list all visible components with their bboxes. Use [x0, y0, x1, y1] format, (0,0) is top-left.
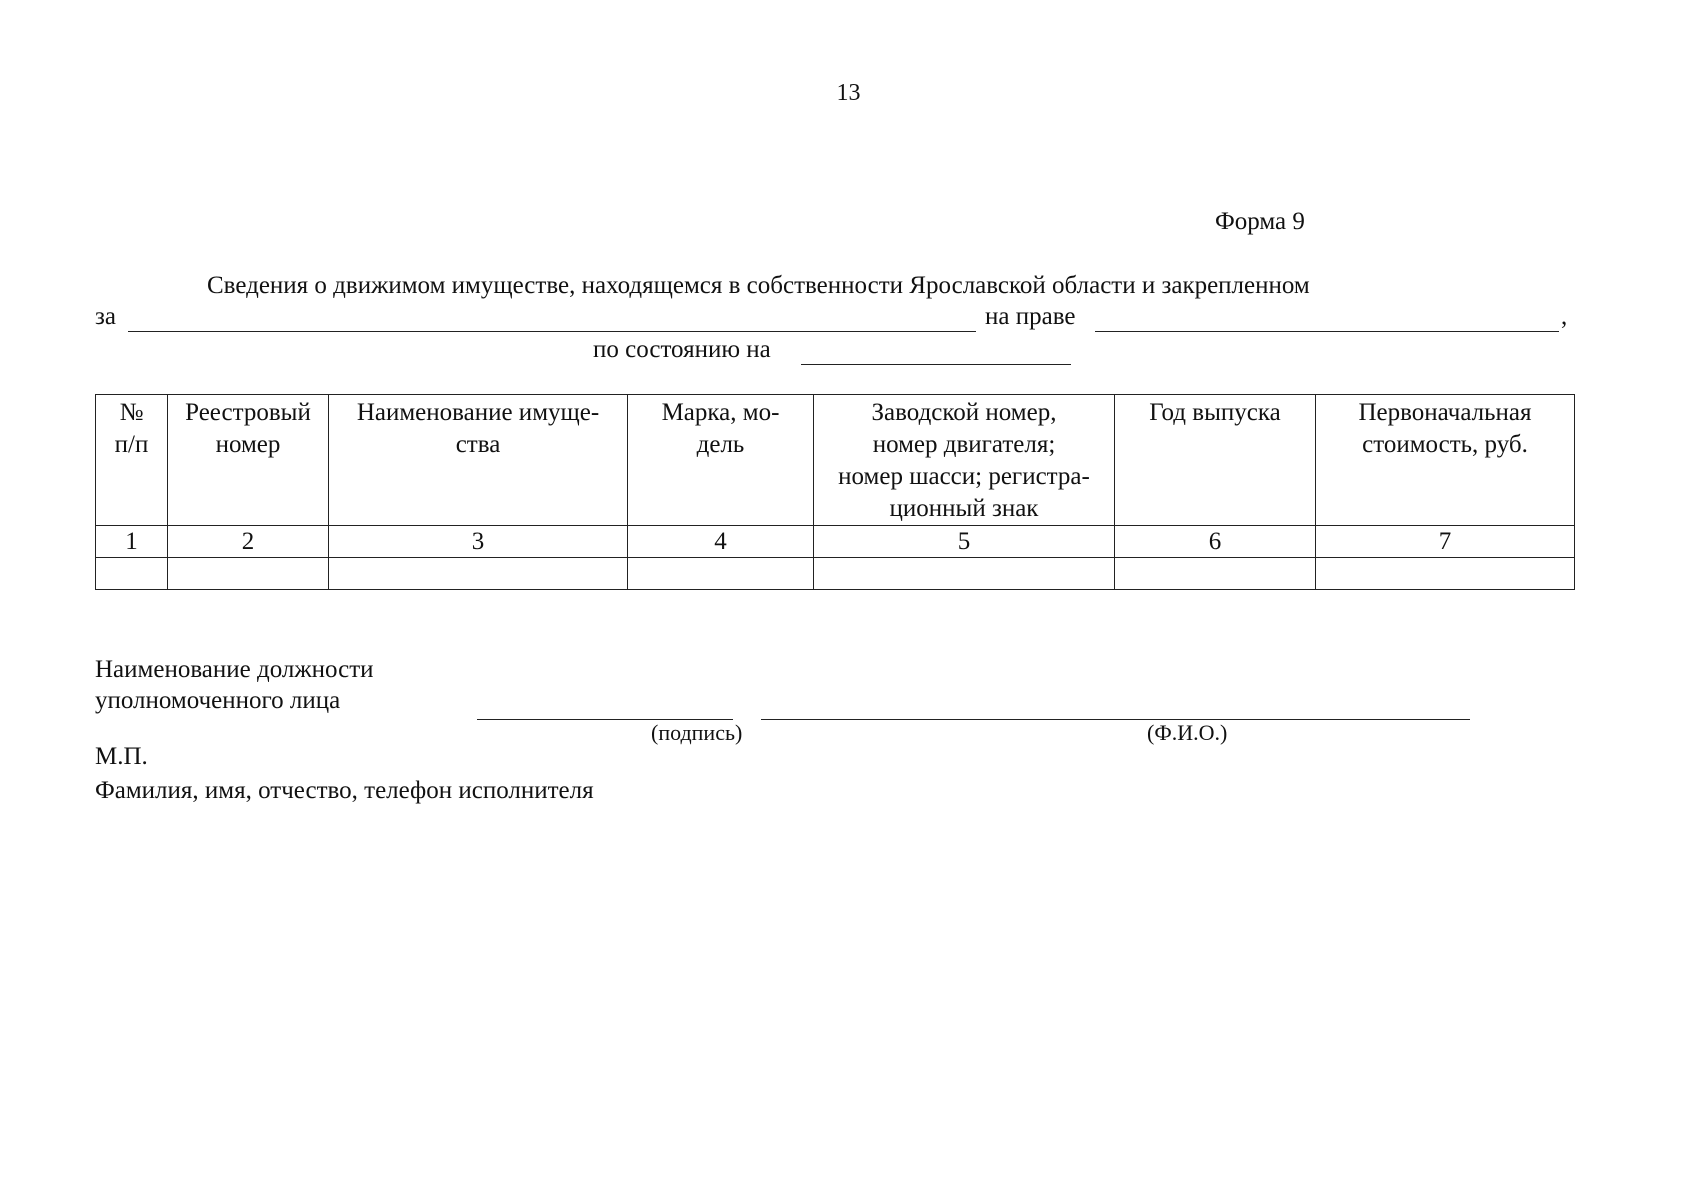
header-cell-serial-numbers: Заводской номер, номер двигателя; номер шасси; регистра- ционный знак — [814, 395, 1115, 526]
signature-caption: (подпись) — [651, 720, 743, 745]
empty-cell — [814, 558, 1115, 590]
column-number: 6 — [1115, 526, 1316, 558]
empty-cell — [329, 558, 628, 590]
column-number: 3 — [329, 526, 628, 558]
name-blank-line — [761, 719, 1470, 720]
column-number: 4 — [628, 526, 814, 558]
empty-cell — [1115, 558, 1316, 590]
page-number: 13 — [836, 80, 861, 106]
column-number: 5 — [814, 526, 1115, 558]
column-number: 7 — [1316, 526, 1575, 558]
as-of-label: по состоянию на — [593, 336, 771, 363]
form-label: Форма 9 — [1215, 208, 1305, 235]
header-cell-initial-cost: Первоначальная стоимость, руб. — [1316, 395, 1575, 526]
empty-cell — [168, 558, 329, 590]
right-blank-line — [1095, 331, 1559, 332]
title-comma: , — [1561, 303, 1568, 330]
position-title-line1: Наименование должности — [95, 656, 374, 683]
title-line-2 — [95, 303, 116, 331]
position-title-line2: уполномоченного лица — [95, 687, 341, 714]
empty-cell — [96, 558, 168, 590]
owner-blank-line — [128, 331, 976, 332]
table-header-row — [96, 395, 1575, 526]
title-prefix-za: за — [95, 303, 116, 330]
empty-cell — [628, 558, 814, 590]
table-row — [96, 558, 1575, 590]
header-cell-number: № п/п — [96, 395, 168, 526]
column-number: 1 — [96, 526, 168, 558]
document-title: Сведения о движимом имуществе, находящемся в собственности Ярославской области и закрепленном — [207, 272, 1310, 299]
empty-cell — [1316, 558, 1575, 590]
header-cell-registry-number: Реестровый номер — [168, 395, 329, 526]
as-of-blank-line — [801, 364, 1071, 365]
header-cell-property-name: Наименование имуще- ства — [329, 395, 628, 526]
name-caption: (Ф.И.О.) — [1147, 720, 1228, 745]
right-label: на праве — [985, 303, 1076, 330]
movable-property-table — [95, 394, 1575, 590]
executor-label: Фамилия, имя, отчество, телефон исполнителя — [95, 777, 594, 804]
header-cell-make-model: Марка, мо- дель — [628, 395, 814, 526]
header-cell-year: Год выпуска — [1115, 395, 1316, 526]
column-number-row — [96, 526, 1575, 558]
stamp-label: М.П. — [95, 743, 148, 770]
column-number: 2 — [168, 526, 329, 558]
